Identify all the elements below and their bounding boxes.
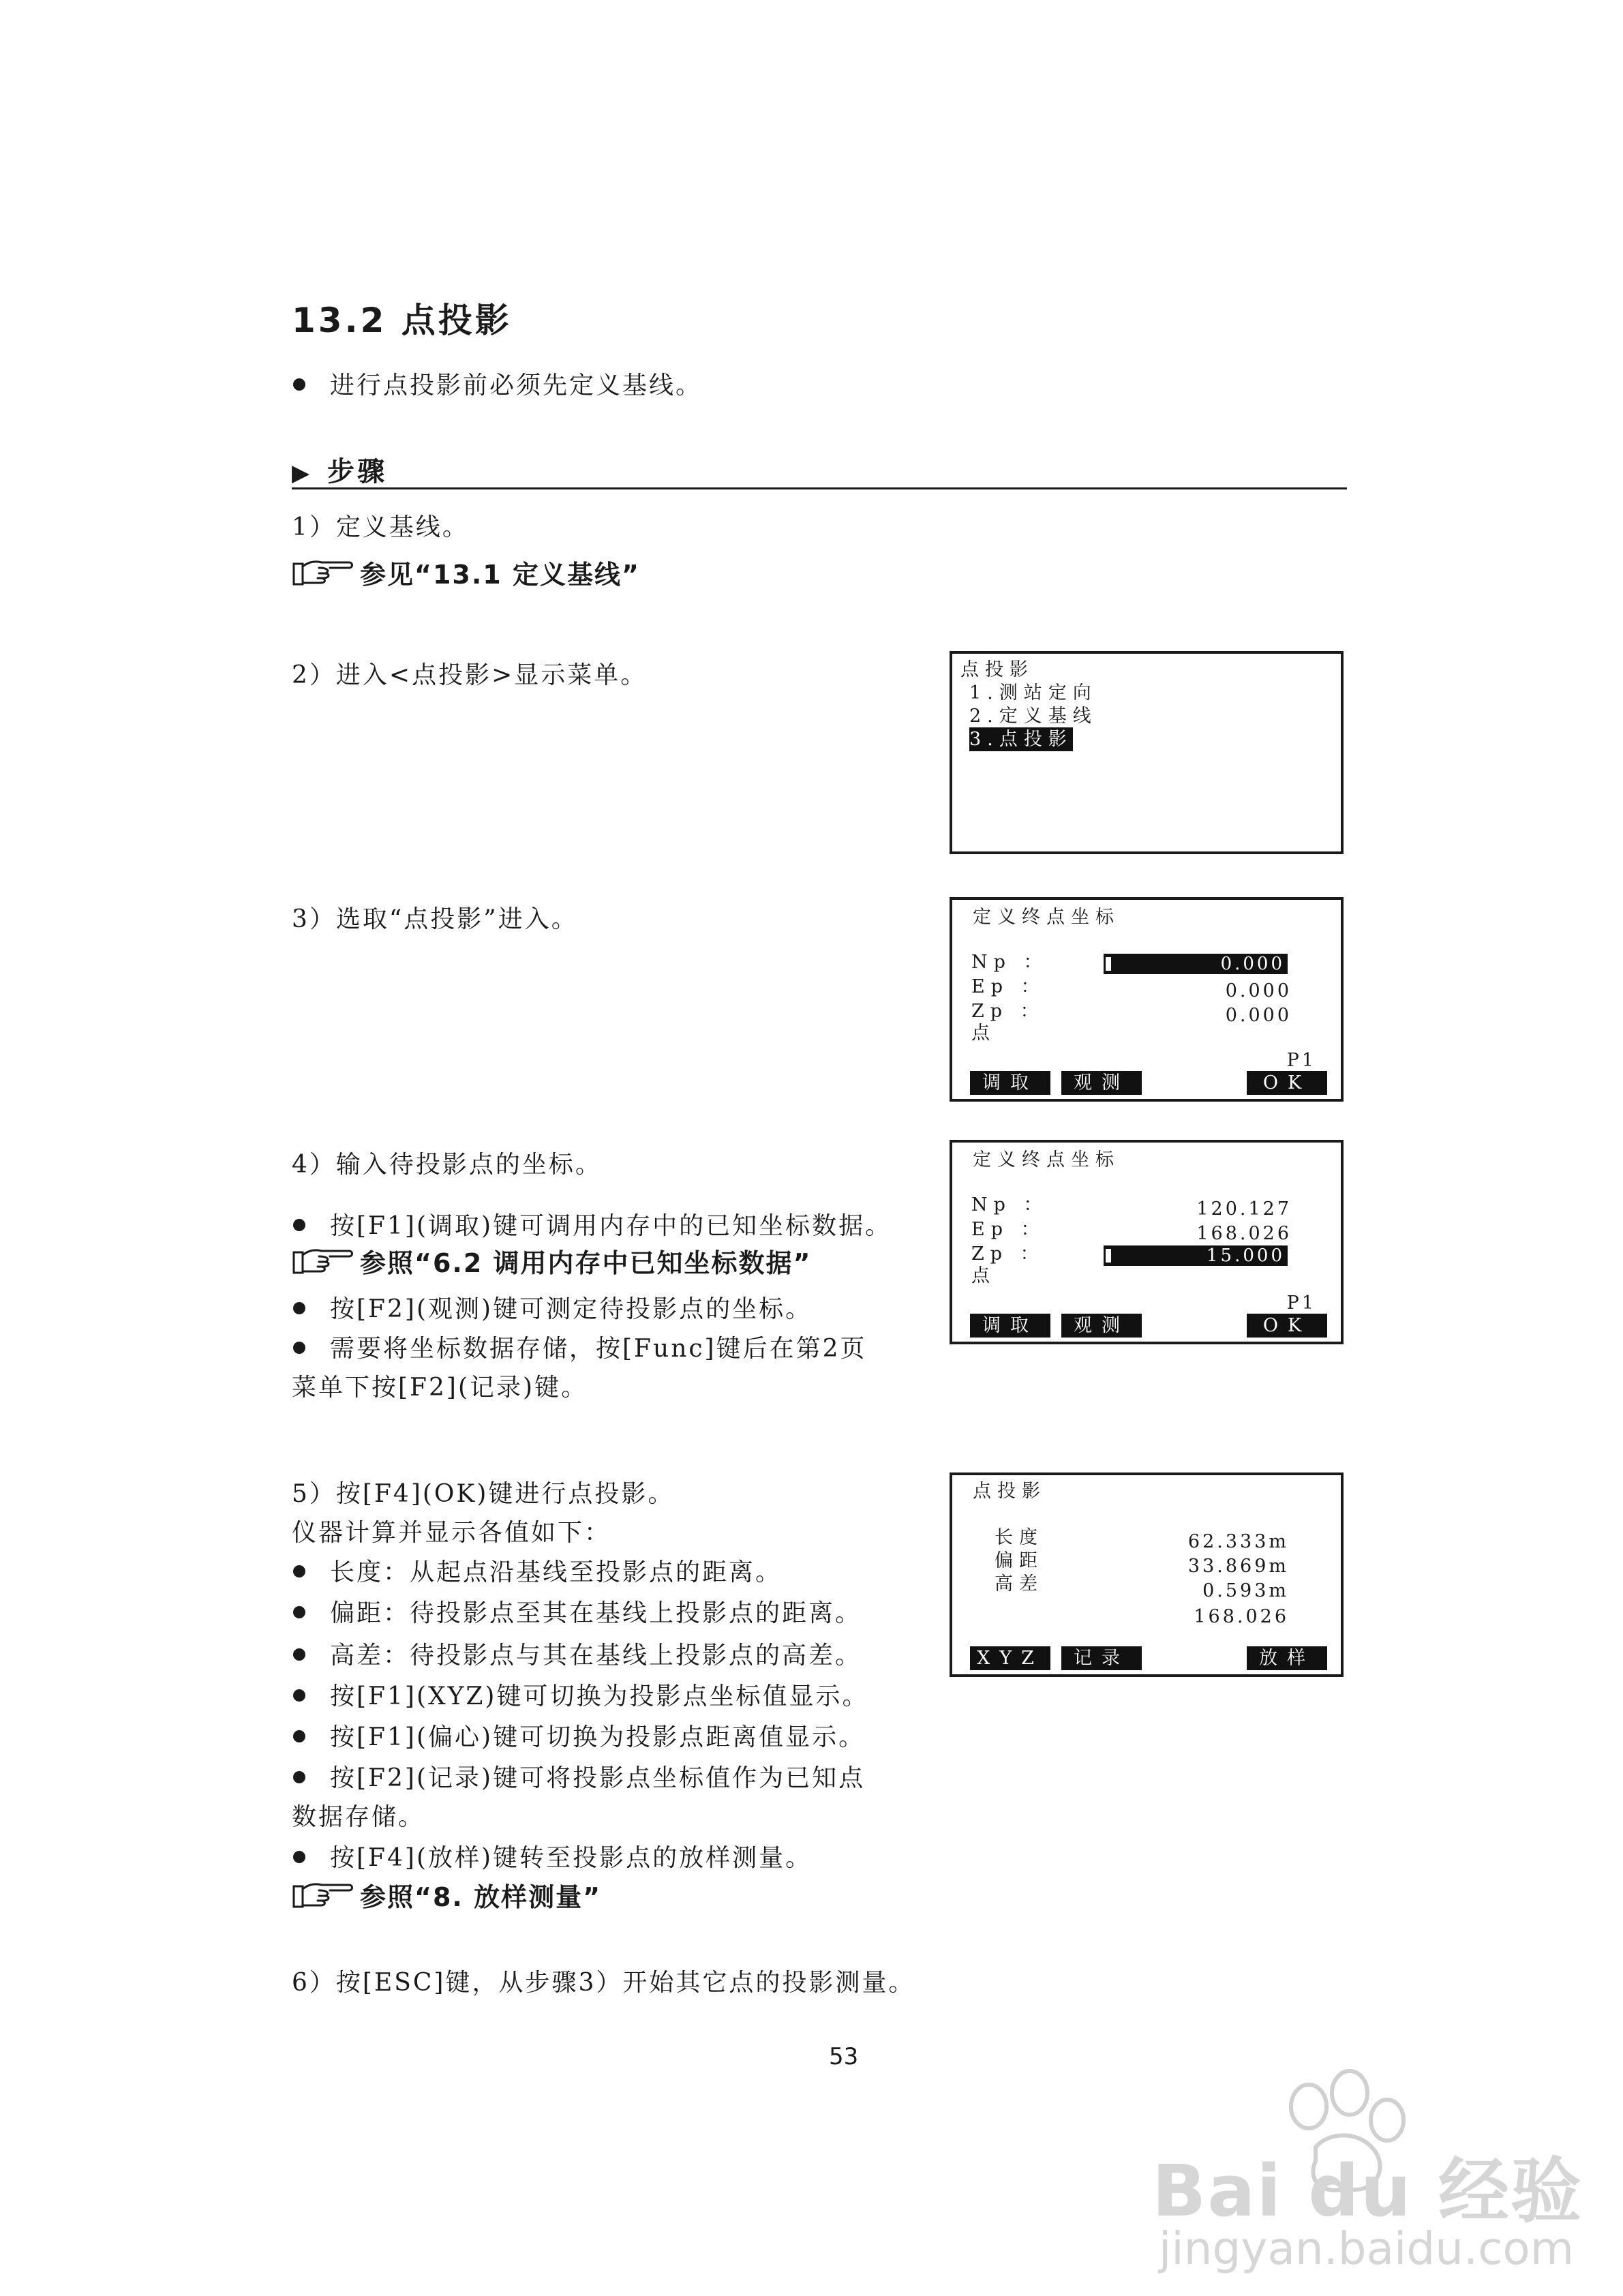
np-input[interactable]: 0.000 [1104,954,1288,974]
point-label: 点 [971,1265,996,1286]
length-value: 62.333m [1187,1531,1289,1552]
step-5-reference-text: 参照“8. 放样测量” [360,1882,602,1912]
length-label: 长度 [995,1527,1044,1548]
step-5-bullet-2-text: 偏距：待投影点至其在基线上投影点的距离。 [330,1599,862,1627]
step-5-bullet-5 [293,1718,865,1753]
pointing-hand-icon [292,557,354,588]
bullet-icon [293,1302,305,1314]
step-5-bullet-7-text: 按[F4](放样)键转至投影点的放样测量。 [330,1844,813,1872]
bullet-icon [293,1730,305,1742]
ep-value[interactable]: 0.000 [1225,980,1292,1001]
screen2-title: 定义终点坐标 [973,907,1120,928]
softkey-ok[interactable]: OK [1247,1314,1327,1338]
note-text: 进行点投影前必须先定义基线。 [330,372,703,399]
ep-value[interactable]: 168.026 [1196,1223,1292,1244]
step-5-bullet-6-cont: 数据存储。 [292,1803,425,1831]
page-indicator: P1 [1286,1050,1316,1071]
menu-item-point-projection[interactable]: 3.点投影 [969,729,1073,750]
extra-value: 168.026 [1194,1606,1289,1627]
step-5: 5）按[F4](OK)键进行点投影。 [292,1480,675,1508]
menu-item-station-orientation[interactable]: 1.测站定向 [969,682,1097,704]
step-4-bullet-1 [293,1207,892,1241]
triangle-icon: ▶ [292,459,313,487]
step-5-bullet-1-text: 长度：从起点沿基线至投影点的距离。 [330,1558,783,1586]
step-5-subtitle: 仪器计算并显示各值如下： [292,1519,611,1547]
screen-define-end-point-empty [950,897,1344,1102]
step-6: 6）按[ESC]键，从步骤3）开始其它点的投影测量。 [292,1969,915,1997]
zp-label: Zp ： [971,1243,1045,1265]
step-5-bullet-3 [293,1636,862,1671]
watermark-url: jingyan.baidu.com [1159,2222,1575,2275]
step-5-bullet-2 [293,1594,862,1629]
offset-value: 33.869m [1187,1556,1289,1577]
height-diff-label: 高差 [995,1573,1044,1595]
np-label: Np ： [971,952,1048,973]
zp-input[interactable]: 15.000 [1104,1245,1288,1266]
bullet-icon [293,1851,305,1863]
step-5-reference [292,1876,601,1914]
softkey-xyz[interactable]: XYZ [970,1646,1050,1670]
step-5-bullet-7 [293,1839,812,1873]
offset-label: 偏距 [995,1550,1044,1571]
baidu-logo-text: Bai du 经验 [1152,2149,1583,2233]
softkey-measure[interactable]: 观测 [1061,1314,1142,1338]
screen-define-end-point-filled [950,1140,1344,1344]
bullet-icon [293,378,305,391]
softkey-ok[interactable]: OK [1247,1071,1327,1095]
ep-label: Ep ： [971,976,1046,997]
softkey-measure[interactable]: 观测 [1061,1071,1142,1095]
bullet-icon [293,1606,305,1618]
pointing-hand-icon [292,1879,354,1911]
menu-item-define-baseline[interactable]: 2.定义基线 [969,706,1097,727]
bullet-icon [293,1219,305,1231]
baidu-watermark [1152,2066,1583,2284]
screen-projection-result [950,1472,1344,1677]
softkey-stakeout[interactable]: 放样 [1247,1646,1327,1670]
height-diff-value: 0.593m [1202,1580,1289,1601]
step-4-bullet-3-text: 需要将坐标数据存储，按[Func]键后在第2页 [330,1335,867,1363]
step-4-bullet-3 [293,1329,867,1364]
softkey-recall[interactable]: 调取 [970,1314,1050,1338]
bullet-icon [293,1648,305,1661]
step-4-bullet-1-text: 按[F1](调取)键可调用内存中的已知坐标数据。 [330,1212,892,1240]
input-cursor [1104,955,1113,973]
prerequisite-note [293,366,702,401]
step-4: 4）输入待投影点的坐标。 [292,1151,602,1179]
step-4-bullet-3-cont: 菜单下按[F2](记录)键。 [292,1374,588,1402]
step-4-bullet-2-text: 按[F2](观测)键可测定待投影点的坐标。 [330,1295,813,1323]
np-value[interactable]: 120.127 [1196,1198,1292,1220]
screen-point-projection-menu [950,651,1344,854]
section-title: 13.2 点投影 [292,301,512,340]
zp-label: Zp ： [971,1001,1045,1022]
step-5-bullet-4 [293,1677,868,1712]
page-indicator: P1 [1286,1293,1316,1314]
bullet-icon [293,1342,305,1354]
np-label: Np ： [971,1194,1048,1215]
ep-label: Ep ： [971,1219,1046,1240]
softkey-record[interactable]: 记录 [1061,1646,1142,1670]
step-2: 2）进入<点投影>显示菜单。 [292,661,648,689]
step-4-reference [292,1242,812,1280]
step-5-bullet-3-text: 高差：待投影点与其在基线上投影点的高差。 [330,1642,862,1670]
page-number: 53 [829,2043,859,2070]
step-1-reference-text: 参见“13.1 定义基线” [360,560,640,590]
step-5-bullet-1 [293,1553,782,1588]
steps-divider [292,487,1347,489]
steps-heading [292,450,387,489]
screen3-title: 定义终点坐标 [973,1149,1120,1170]
step-3: 3）选取“点投影”进入。 [292,905,578,933]
step-4-reference-text: 参照“6.2 调用内存中已知坐标数据” [360,1248,812,1278]
step-4-bullet-2 [293,1290,812,1325]
step-5-bullet-4-text: 按[F1](XYZ)键可切换为投影点坐标值显示。 [330,1682,869,1710]
bullet-icon [293,1771,305,1783]
zp-value[interactable]: 0.000 [1225,1005,1292,1026]
step-5-bullet-5-text: 按[F1](偏心)键可切换为投影点距离值显示。 [330,1723,866,1751]
input-cursor [1104,1247,1113,1265]
screen4-title: 点投影 [973,1481,1046,1502]
softkey-recall[interactable]: 调取 [970,1071,1050,1095]
pointing-hand-icon [292,1245,354,1277]
steps-heading-label: 步骤 [327,456,388,487]
bullet-icon [293,1689,305,1702]
step-5-bullet-6 [293,1759,865,1794]
bullet-icon [293,1565,305,1577]
screen1-title: 点投影 [960,659,1034,680]
point-label: 点 [971,1023,996,1044]
step-1-reference [292,554,640,591]
step-1: 1）定义基线。 [292,513,469,541]
step-5-bullet-6-text: 按[F2](记录)键可将投影点坐标值作为已知点 [330,1764,866,1792]
